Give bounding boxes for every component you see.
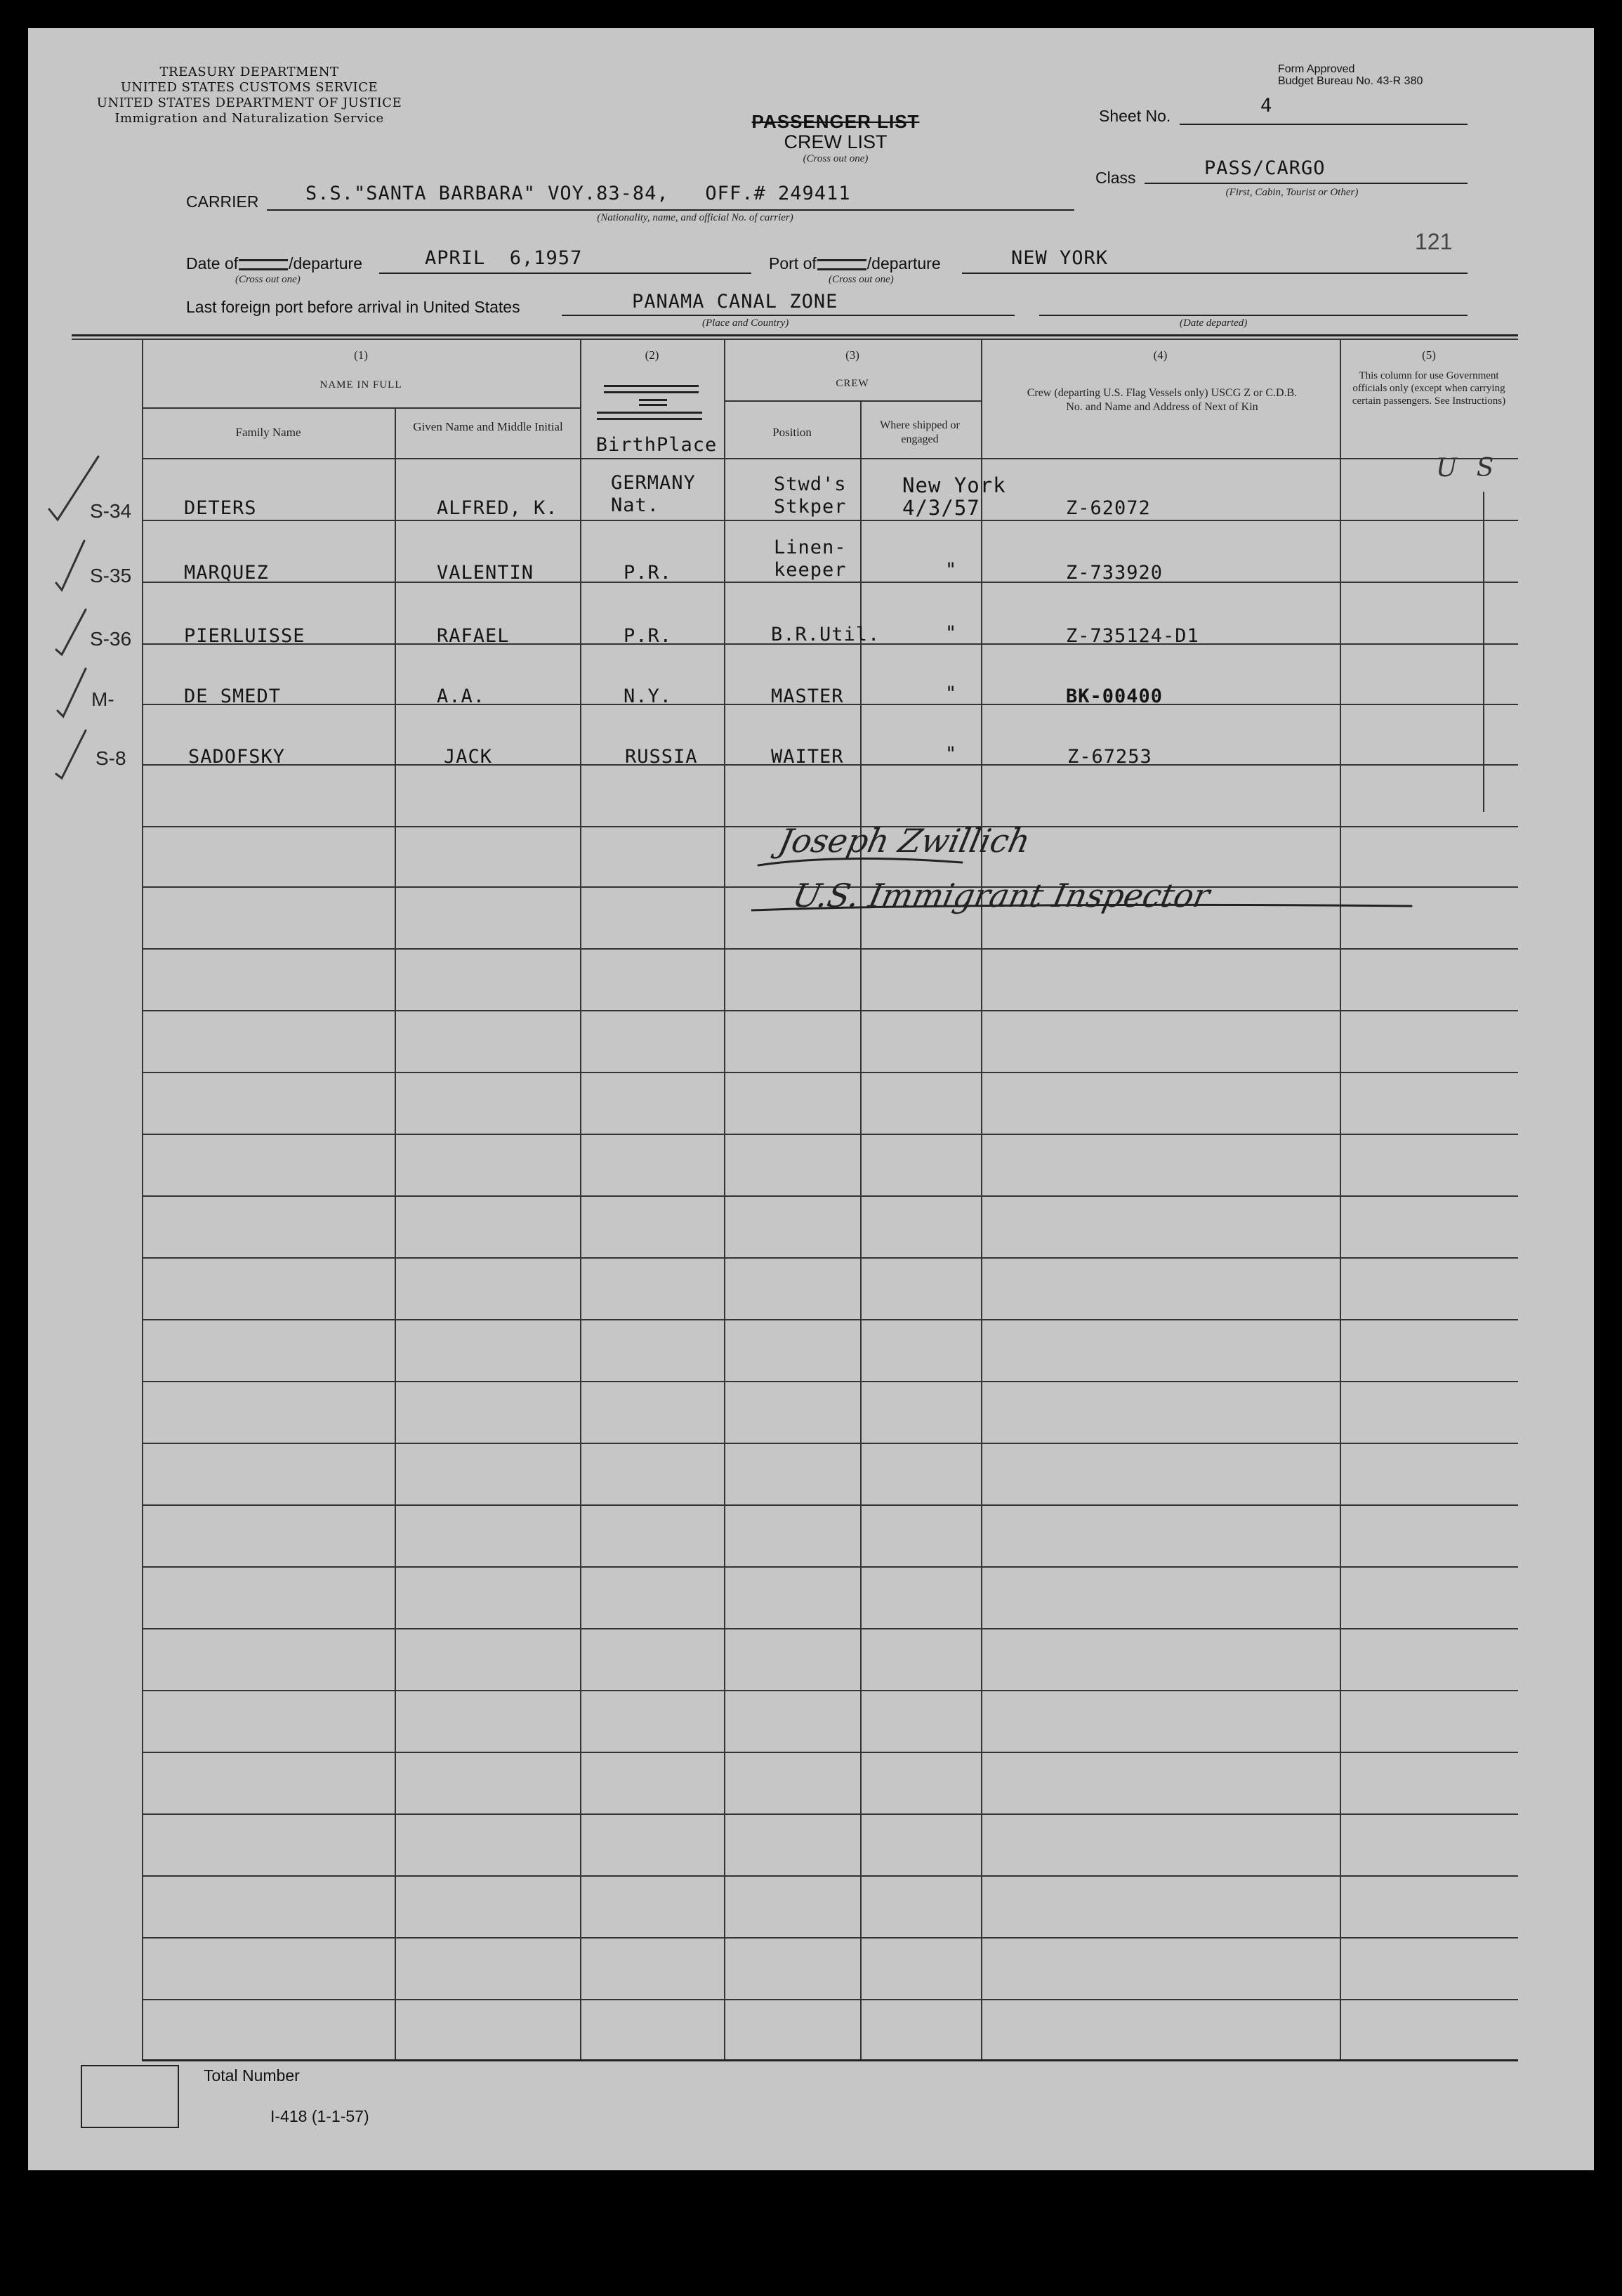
title-passenger-list-struck: PASSENGER LIST (751, 111, 920, 132)
class-value: PASS/CARGO (1204, 157, 1326, 179)
port-value: NEW YORK (1011, 247, 1109, 269)
family-name: DE SMEDT (184, 685, 282, 707)
z-number: Z-733920 (1066, 562, 1163, 584)
date-cross-note: (Cross out one) (235, 274, 301, 285)
port-label-prefix: Port of (769, 254, 817, 273)
z-number: Z-62072 (1066, 497, 1151, 519)
row-mark: S-36 (90, 628, 132, 650)
col4-num: (4) (1153, 348, 1168, 362)
title-block (702, 111, 969, 165)
z-number: BK-00400 (1066, 685, 1163, 707)
col3-title: CREW (836, 378, 869, 389)
check-mark-row-1 (49, 457, 98, 520)
date-label-crossout (239, 259, 288, 270)
port-label-crossout (817, 259, 866, 270)
form-approved: Form Approved (1278, 63, 1355, 75)
date-departed-note: (Date departed) (1180, 317, 1248, 329)
col2-struck-line-3 (597, 412, 702, 420)
position: WAITER (771, 746, 844, 768)
given-name: VALENTIN (437, 562, 534, 584)
title-crew-list: CREW LIST (784, 131, 888, 152)
position-line-2: keeper (774, 559, 847, 581)
row-mark: S-34 (90, 500, 132, 522)
last-port-value: PANAMA CANAL ZONE (632, 291, 838, 313)
col5-num: (5) (1422, 348, 1436, 362)
col5-handwritten-line (1483, 492, 1484, 812)
row-mark: S-8 (95, 747, 126, 769)
col2-birthplace: BirthPlace (595, 434, 718, 456)
check-mark-row-4 (58, 669, 86, 716)
birthplace-line-1: GERMANY (611, 472, 696, 494)
where-shipped-line-1: New York (902, 473, 1006, 497)
position: MASTER (771, 685, 844, 707)
col1-num: (1) (354, 348, 368, 362)
agency-line-2: UNITED STATES CUSTOMS SERVICE (120, 80, 378, 95)
check-mark-row-3 (56, 610, 86, 655)
date-label-suffix: /departure (289, 254, 363, 273)
position-line-2: Stkper (774, 496, 847, 518)
given-name: JACK (444, 746, 493, 768)
birthplace: N.Y. (624, 685, 673, 707)
given-name: A.A. (437, 685, 486, 707)
budget-bureau: Budget Bureau No. 43-R 380 (1278, 75, 1423, 87)
title-note: (Cross out one) (803, 153, 869, 164)
place-note: (Place and Country) (702, 317, 789, 329)
where-shipped: " (945, 622, 958, 644)
col-where-shipped: Where shipped or engaged (880, 419, 960, 445)
birthplace: P.R. (624, 562, 673, 584)
date-value: APRIL 6,1957 (425, 247, 583, 269)
where-shipped: " (945, 559, 958, 581)
col1-title: NAME IN FULL (319, 379, 402, 391)
family-name: DETERS (184, 497, 257, 519)
birthplace-line-2: Nat. (611, 494, 660, 516)
port-cross-note: (Cross out one) (829, 274, 894, 285)
last-port-label: Last foreign port before arrival in United States (186, 298, 520, 316)
document-scan (28, 28, 1594, 2170)
port-label (769, 254, 941, 273)
position: B.R.Util. (771, 624, 881, 645)
z-number: Z-735124-D1 (1066, 625, 1199, 647)
col3-num: (3) (845, 348, 859, 362)
class-label: Class (1095, 169, 1136, 187)
col2-num: (2) (645, 348, 659, 362)
z-number: Z-67253 (1067, 746, 1152, 768)
check-mark-row-5 (56, 730, 86, 778)
stamp-number: 121 (1415, 229, 1453, 254)
sheet-label: Sheet No. (1099, 107, 1171, 125)
carrier-note: (Nationality, name, and official No. of carrier) (597, 212, 793, 223)
inspector-signature (751, 801, 1439, 941)
col-given-name: Given Name and Middle Initial (413, 420, 563, 433)
col5-annotation: U S (1436, 454, 1500, 483)
where-shipped-line-2: 4/3/57 (902, 496, 980, 520)
total-number-box (81, 2065, 179, 2128)
birthplace: RUSSIA (625, 746, 698, 768)
date-label (186, 254, 362, 273)
row-mark: M- (91, 688, 114, 710)
where-shipped: " (945, 683, 958, 704)
col5-title: This column for use Government officials only (except when carrying certain passengers. See Instructions) (1352, 370, 1506, 407)
col-position: Position (772, 426, 812, 439)
signature-name: Joseph Zwillich (775, 822, 1034, 860)
col2-struck-line-1 (604, 385, 699, 393)
position-line-1: Linen- (774, 537, 847, 558)
sheet-value: 4 (1260, 95, 1273, 117)
family-name: SADOFSKY (188, 746, 286, 768)
given-name: RAFAEL (437, 625, 510, 647)
agency-line-3: UNITED STATES DEPARTMENT OF JUSTICE (96, 96, 402, 110)
position-line-1: Stwd's (774, 473, 847, 495)
port-label-suffix: /departure (866, 254, 941, 273)
date-label-prefix: Date of (186, 254, 239, 273)
row-mark: S-35 (90, 565, 132, 586)
check-marks-icon (42, 450, 169, 815)
family-name: MARQUEZ (184, 562, 269, 584)
birthplace: P.R. (624, 625, 673, 647)
col-family-name: Family Name (235, 426, 301, 439)
signature-title: U.S. Immigrant Inspector (789, 877, 1213, 914)
col4-title: Crew (departing U.S. Flag Vessels only) USCG Z or C.D.B. No. and Name and Address of Next of Kin (1027, 387, 1298, 413)
agency-block (84, 65, 414, 126)
where-shipped: " (945, 743, 958, 765)
form-approved-block (1278, 63, 1503, 87)
given-name: ALFRED, K. (437, 497, 558, 519)
total-number-label: Total Number (204, 2066, 300, 2085)
family-name: PIERLUISSE (184, 625, 305, 647)
carrier-value: S.S."SANTA BARBARA" VOY.83-84, OFF.# 249411 (305, 183, 851, 204)
agency-line-4: Immigration and Naturalization Service (114, 111, 384, 126)
carrier-label: CARRIER (186, 192, 259, 211)
class-note: (First, Cabin, Tourist or Other) (1225, 187, 1359, 198)
form-number: I-418 (1-1-57) (270, 2107, 369, 2125)
col2-struck-line-2 (639, 399, 667, 406)
agency-line-1: TREASURY DEPARTMENT (159, 65, 339, 79)
check-mark-row-2 (56, 541, 84, 590)
